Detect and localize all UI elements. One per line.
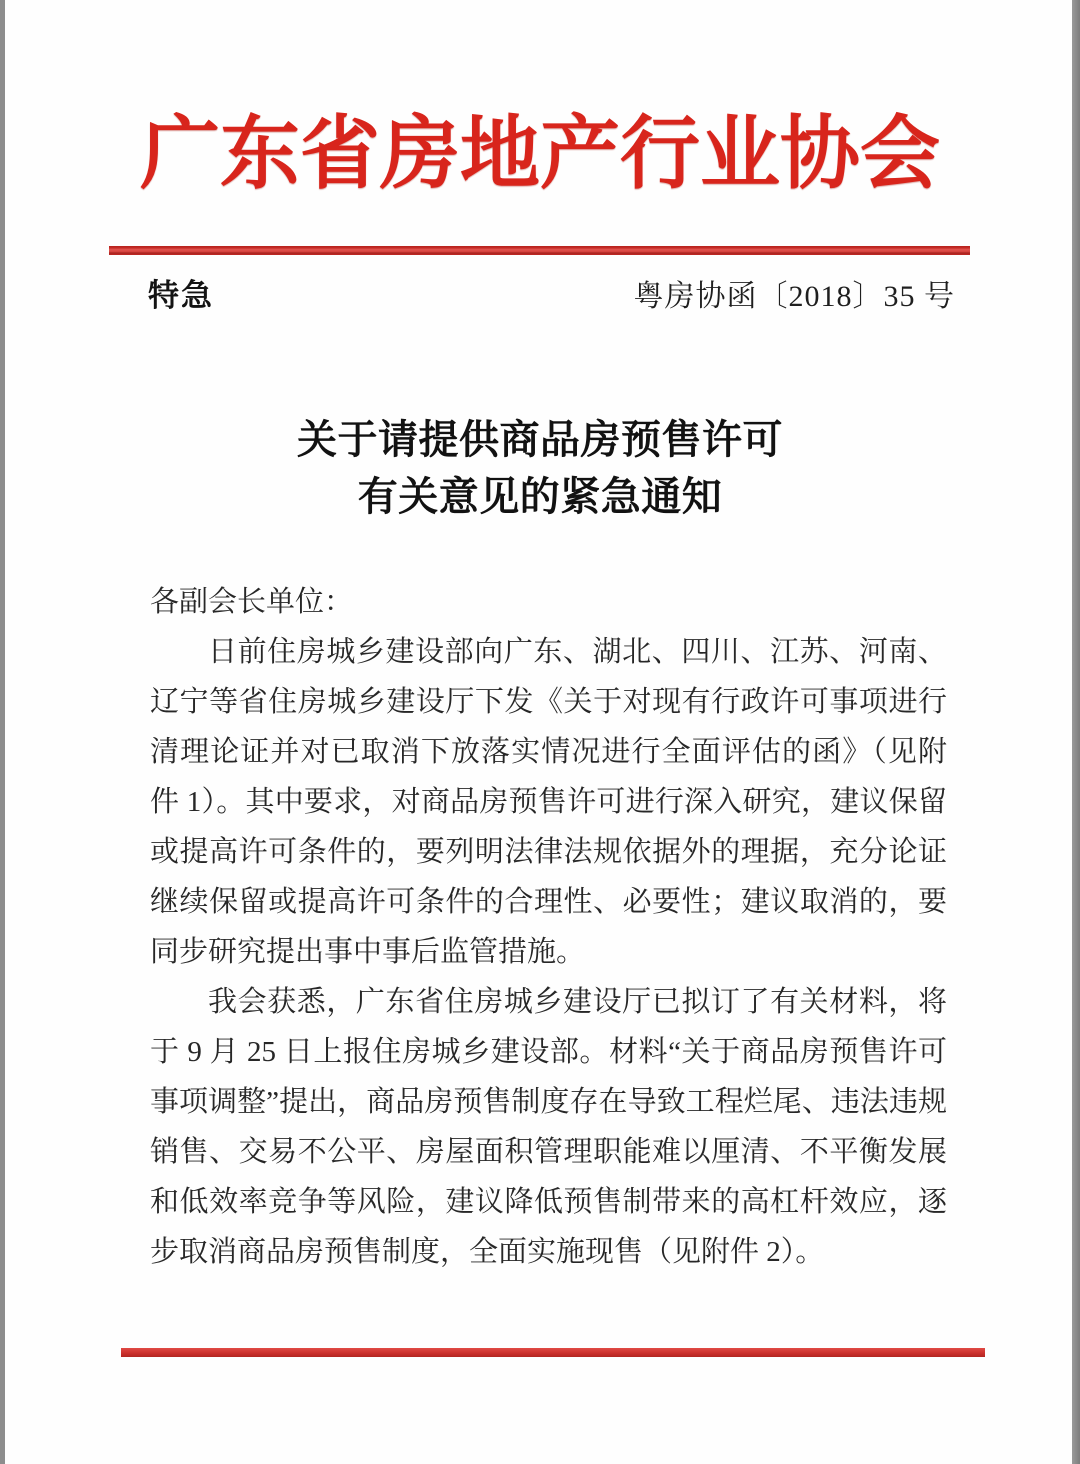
urgency-label: 特急 bbox=[148, 278, 214, 313]
body-paragraph-2: 我会获悉，广东省住房城乡建设厅已拟订了有关材料，将于 9 月 25 日上报住房城乡建设部。材料“关于商品房预售许可事项调整”提出，商品房预售制度存在导致工程烂尾、违法违规销售、交易不公平、房屋面积管理职能难以厘清、不平衡发展和低效率竞争等风险，建议降低预售制带来的高杠杆效应，逐步取消商品房预售制度，全面实施现售（见附件 2）。 bbox=[150, 986, 947, 1268]
salutation: 各副会长单位： bbox=[150, 586, 354, 618]
header-red-rule bbox=[109, 246, 970, 255]
body-paragraph-1: 日前住房城乡建设部向广东、湖北、四川、江苏、河南、辽宁等省住房城乡建设厅下发《关于对现有行政许可事项进行清理论证并对已取消下放落实情况进行全面评估的函》（见附件 1）。其中要求，对商品房预售许可进行深入研究，建议保留或提高许可条件的，要列明法律法规依据外的理据，充分论证继续保留或提高许可条件的合理性、必要性；建议取消的，要同步研究提出事中事后监管措施。 bbox=[150, 636, 947, 968]
org-name-header: 广东省房地产行业协会 bbox=[140, 111, 940, 199]
doc-number: 粤房协函〔2018〕35 号 bbox=[633, 280, 955, 313]
meta-row bbox=[148, 270, 955, 315]
document-title bbox=[0, 411, 1080, 525]
document-body bbox=[150, 577, 947, 1277]
scan-edge-left bbox=[0, 0, 5, 1464]
bottom-red-rule bbox=[121, 1348, 985, 1357]
document-title-line-2: 有关意见的紧急通知 bbox=[357, 474, 723, 519]
document-title-line-1: 关于请提供商品房预售许可 bbox=[297, 417, 783, 462]
scan-edge-right bbox=[1072, 0, 1080, 1464]
